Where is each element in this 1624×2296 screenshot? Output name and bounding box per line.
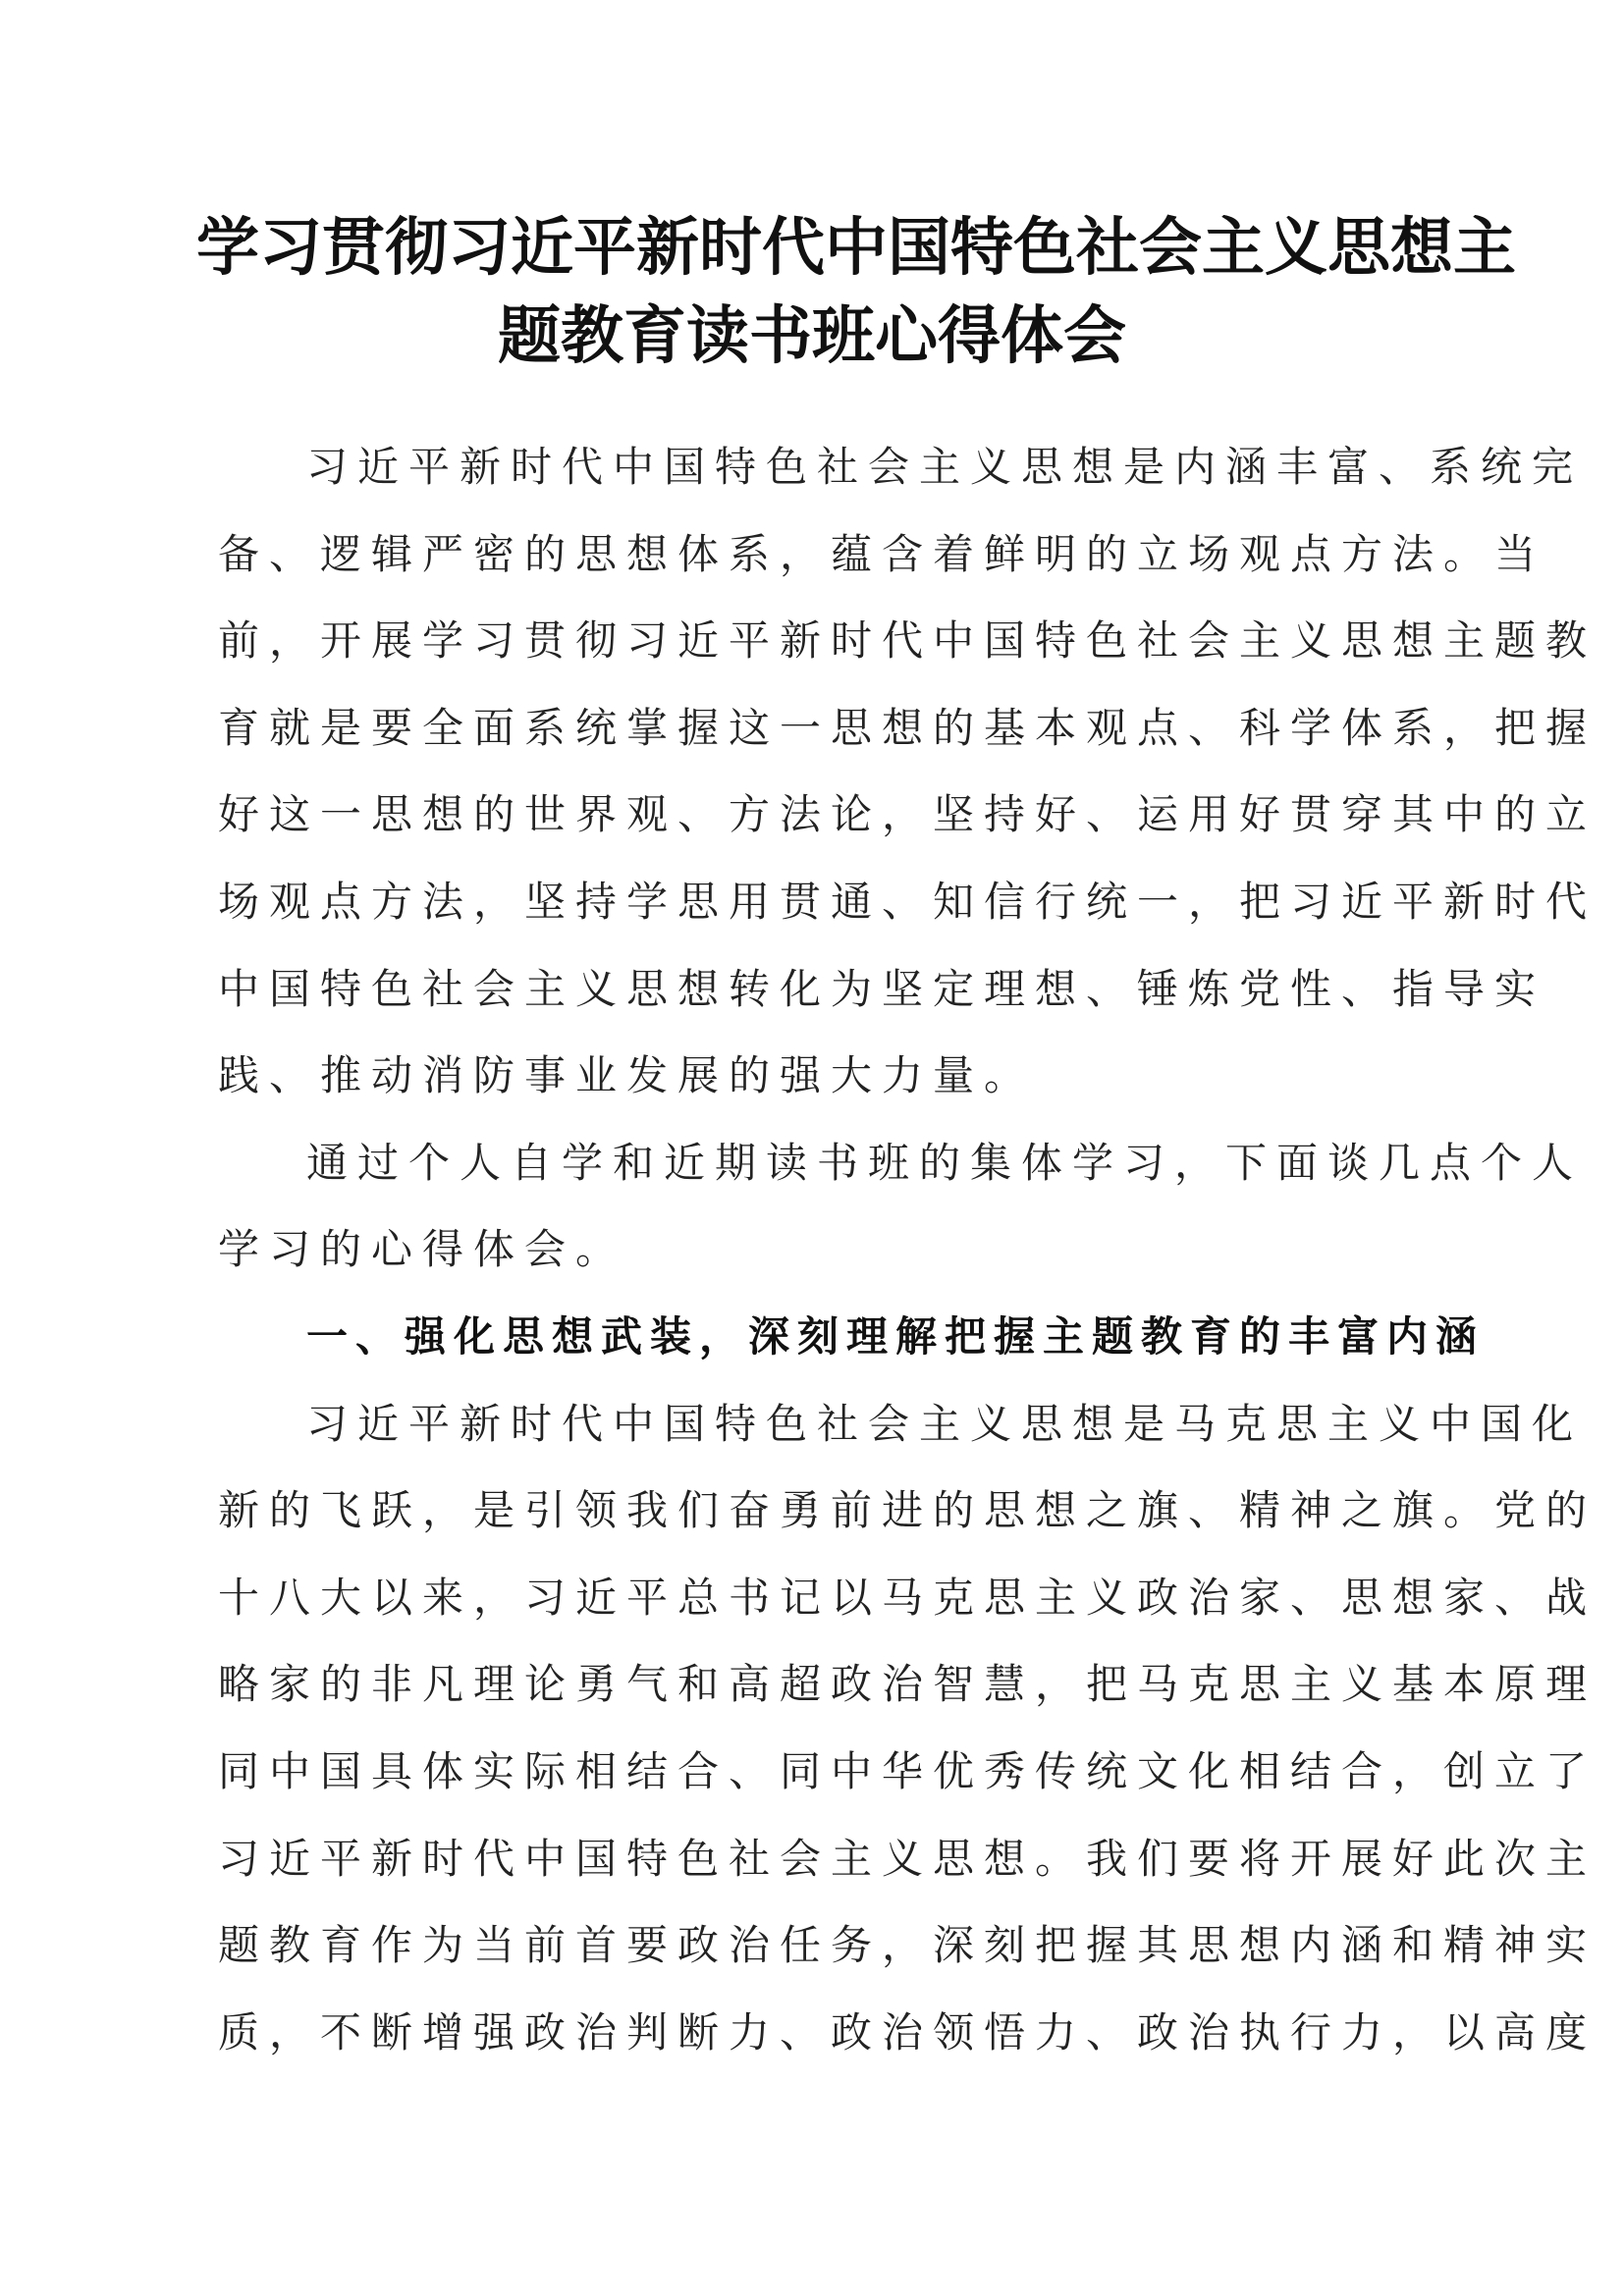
paragraph-1-line: 中国特色社会主义思想转化为坚定理想、锤炼党性、指导实 xyxy=(218,964,1546,1013)
document-title xyxy=(196,204,1516,381)
paragraph-3-line: 十八大以来，习近平总书记以马克思主义政治家、思想家、战 xyxy=(218,1573,1597,1622)
document-body xyxy=(218,424,1597,2076)
paragraph-1-line: 践、推动消防事业发展的强大力量。 xyxy=(218,1051,1036,1100)
paragraph-1-line: 备、逻辑严密的思想体系，蕴含着鲜明的立场观点方法。当 xyxy=(218,529,1546,578)
paragraph-3-line: 略家的非凡理论勇气和高超政治智慧，把马克思主义基本原理 xyxy=(218,1660,1597,1709)
paragraph-1-line: 育就是要全面系统掌握这一思想的基本观点、科学体系，把握 xyxy=(218,703,1597,752)
paragraph-3-line: 质，不断增强政治判断力、政治领悟力、政治执行力，以高度 xyxy=(218,2007,1597,2056)
paragraph-1-line: 好这一思想的世界观、方法论，坚持好、运用好贯穿其中的立 xyxy=(218,790,1597,839)
paragraph-3-line: 题教育作为当前首要政治任务，深刻把握其思想内涵和精神实 xyxy=(218,1921,1597,1970)
paragraph-3-line: 习近平新时代中国特色社会主义思想是马克思主义中国化 xyxy=(306,1399,1584,1448)
title-line-1: 学习贯彻习近平新时代中国特色社会主义思想主 xyxy=(196,211,1516,285)
paragraph-1-line: 前，开展学习贯彻习近平新时代中国特色社会主义思想主题教 xyxy=(218,616,1597,666)
paragraph-2-line: 通过个人自学和近期读书班的集体学习，下面谈几点个人 xyxy=(306,1138,1584,1187)
paragraph-3-line: 习近平新时代中国特色社会主义思想。我们要将开展好此次主 xyxy=(218,1834,1597,1883)
paragraph-3-line: 同中国具体实际相结合、同中华优秀传统文化相结合，创立了 xyxy=(218,1746,1597,1795)
title-line-2: 题教育读书班心得体会 xyxy=(498,299,1126,373)
paragraph-3-line: 新的飞跃，是引领我们奋勇前进的思想之旗、精神之旗。党的 xyxy=(218,1486,1597,1535)
paragraph-2-line: 学习的心得体会。 xyxy=(218,1225,627,1274)
paragraph-1-line: 场观点方法，坚持学思用贯通、知信行统一，把习近平新时代 xyxy=(218,877,1597,926)
paragraph-1-line: 习近平新时代中国特色社会主义思想是内涵丰富、系统完 xyxy=(306,443,1584,491)
section-heading-1: 一、强化思想武装，深刻理解把握主题教育的丰富内涵 xyxy=(306,1311,1486,1361)
